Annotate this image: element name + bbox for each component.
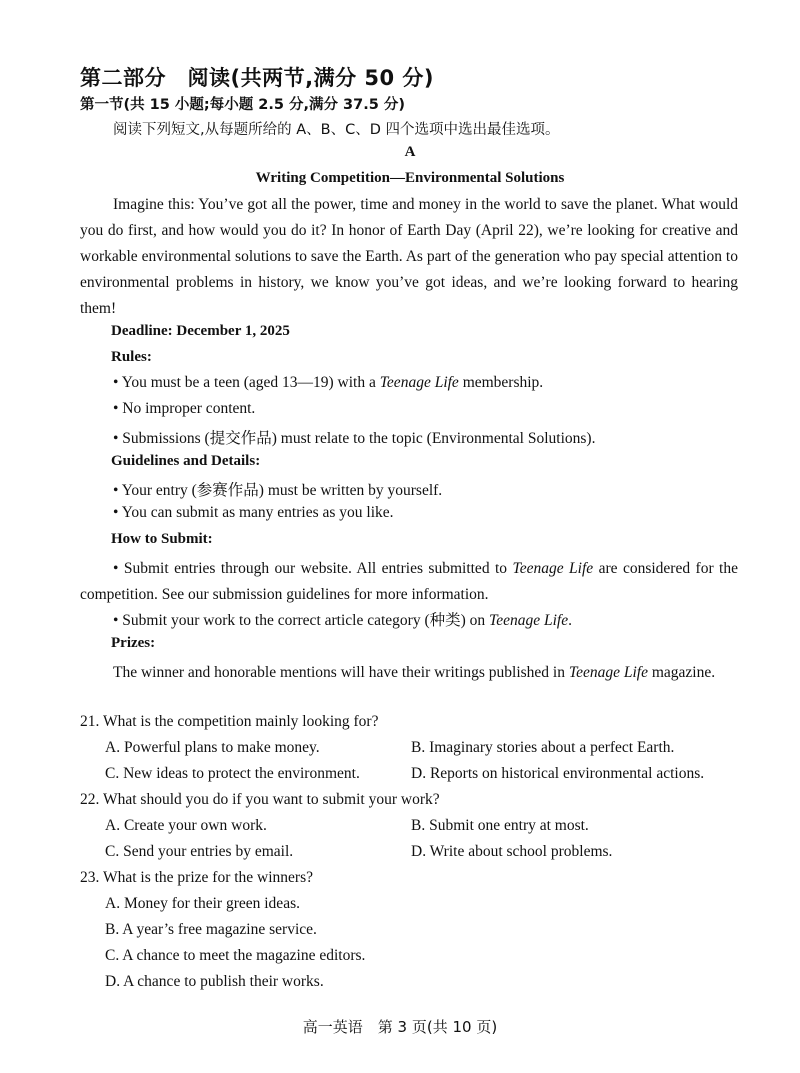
option-c[interactable]: C. Send your entries by email. [105, 843, 294, 860]
prizes-text: The winner and honorable mentions will have their writings published in Teenage Life magazine. [113, 664, 716, 681]
instruction: 阅读下列短文,从每题所给的 A、B、C、D 四个选项中选出最佳选项。 [113, 122, 560, 138]
submit-item: • Submit your work to the correct article category (种类) on Teenage Life. [113, 612, 572, 629]
intro-paragraph: Imagine this: You’ve got all the power, time and money in the world to save the planet. What would you do first, and how would you do it? In honor of Earth Day (April 22), we’re looking for creative and workable environmental solutions to save the Earth. As part of the generation who pay special attention to environmental problems in history, we know you’ve got ideas, and we’re looking forward to hearing them! [80, 196, 738, 317]
option-b[interactable]: B. Imaginary stories about a perfect Earth. [411, 739, 675, 756]
option-d[interactable]: D. Write about school problems. [411, 843, 613, 860]
part-title: 第二部分 阅读(共两节,满分 50 分) [80, 66, 435, 90]
option-c[interactable]: C. New ideas to protect the environment. [105, 765, 360, 782]
guidelines-label: Guidelines and Details: [111, 453, 261, 469]
option-a[interactable]: A. Create your own work. [105, 817, 267, 834]
prizes-label: Prizes: [111, 635, 156, 651]
magazine-name: Teenage Life [568, 664, 648, 681]
rules-label: Rules: [111, 349, 152, 365]
passage-letter: A [404, 144, 416, 160]
guideline-item: • Your entry (参赛作品) must be written by yourself. [113, 482, 443, 499]
question-stem: 22. What should you do if you want to submit your work? [80, 791, 440, 808]
option-a[interactable]: A. Powerful plans to make money. [105, 739, 320, 756]
page-footer: 高一英语 第 3 页(共 10 页) [302, 1018, 498, 1036]
submit-item: • Submit entries through our website. All entries submitted to Teenage Life are considered for the competition. See our submission guidelines for more information. [80, 560, 738, 603]
magazine-name: Teenage Life [489, 612, 569, 629]
option-d[interactable]: D. A chance to publish their works. [105, 973, 324, 990]
magazine-name: Teenage Life [512, 560, 594, 577]
option-a[interactable]: A. Money for their green ideas. [105, 895, 300, 912]
section-title: 第一节(共 15 小题;每小题 2.5 分,满分 37.5 分) [80, 97, 405, 113]
option-d[interactable]: D. Reports on historical environmental actions. [411, 765, 705, 782]
option-c[interactable]: C. A chance to meet the magazine editors. [105, 947, 366, 964]
option-b[interactable]: B. A year’s free magazine service. [105, 921, 317, 938]
passage-title: Writing Competition—Environmental Solutions [255, 170, 565, 186]
magazine-name: Teenage Life [379, 374, 459, 391]
rule-item: • You must be a teen (aged 13—19) with a Teenage Life membership. [113, 374, 544, 391]
guideline-item: • You can submit as many entries as you like. [113, 504, 394, 521]
option-b[interactable]: B. Submit one entry at most. [411, 817, 589, 834]
how-to-submit-label: How to Submit: [111, 531, 213, 547]
rule-item: • No improper content. [113, 400, 256, 417]
question-stem: 21. What is the competition mainly looking for? [80, 713, 379, 730]
rule-item: • Submissions (提交作品) must relate to the topic (Environmental Solutions). [113, 430, 596, 447]
question-stem: 23. What is the prize for the winners? [80, 869, 313, 886]
deadline: Deadline: December 1, 2025 [111, 323, 290, 339]
